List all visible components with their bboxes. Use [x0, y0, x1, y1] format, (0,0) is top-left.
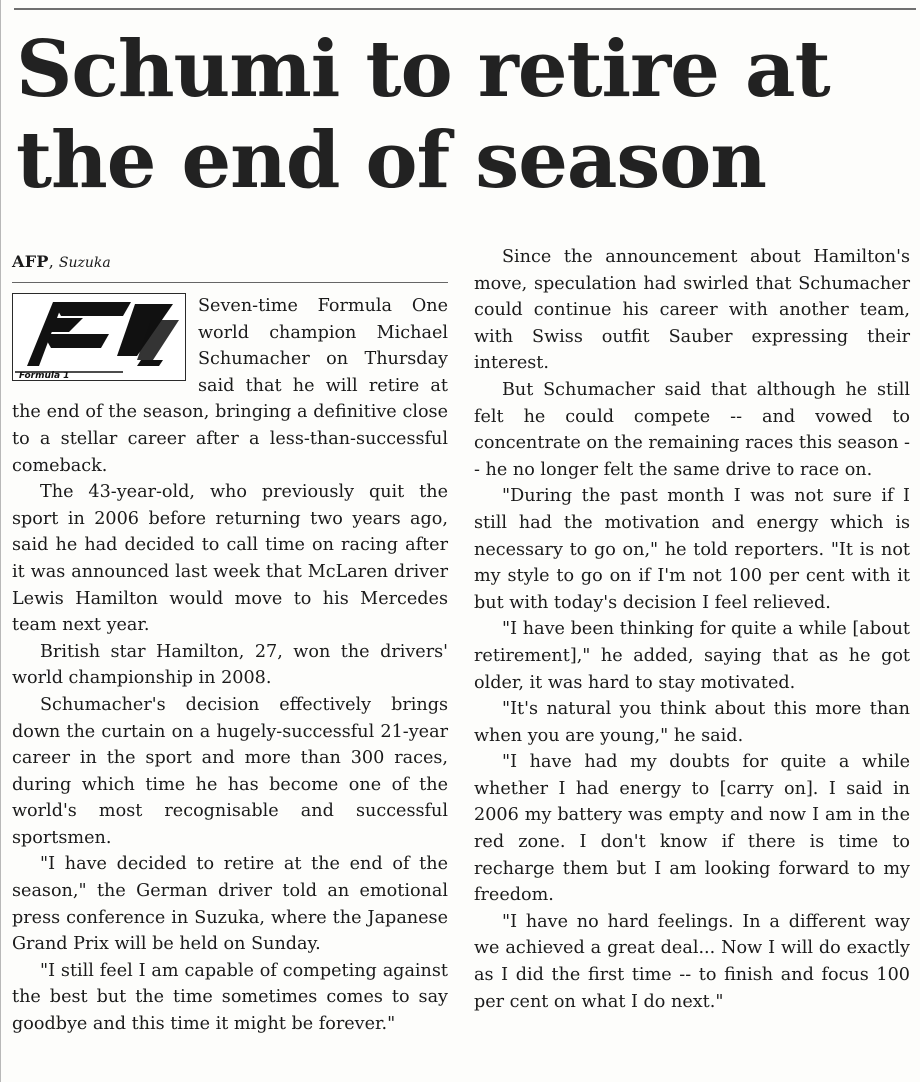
paragraph: "I have decided to retire at the end of the season," the German driver told an emotional press conference in Suzuka, where the Japanese Grand Prix will be held on Sunday. — [12, 854, 448, 955]
byline-agency: AFP — [12, 252, 49, 271]
paragraph: British star Hamilton, 27, won the drivers' world championship in 2008. — [12, 641, 448, 689]
paragraph: "I have been thinking for quite a while [about retirement]," he added, saying that as he got older, it was hard to stay motivated. — [474, 619, 910, 693]
paragraph: But Schumacher said that although he still felt he could compete -- and vowed to concentrate on the remaining races this season -- he no longer felt the same drive to race on. — [474, 379, 910, 480]
paragraph: Since the announcement about Hamilton's move, speculation had swirled that Schumacher could continue his career with another team, with Swiss outfit Sauber expressing their interest. — [474, 247, 910, 374]
byline-place: Suzuka — [58, 255, 111, 271]
logo-caption: Formula 1 — [19, 371, 70, 380]
headline-line-2: the end of season — [16, 115, 767, 206]
paragraph: "It's natural you think about this more than when you are young," he said. — [474, 699, 910, 746]
f1-logo-icon — [13, 294, 185, 380]
paragraph: "During the past month I was not sure if I still had the motivation and energy which is necessary to go on," he told reporters. "It is not my style to go on if I'm not 100 per cent with it but with today's decision I feel relieved. — [474, 486, 910, 613]
paragraph: The 43-year-old, who previously quit the sport in 2006 before returning two years ago, said he had decided to call time on racing after it was announced last week that McLaren driver Lewis Hamilton would move to his Mercedes team next year. — [12, 482, 448, 636]
paragraph: "I have no hard feelings. In a different way we achieved a great deal... Now I will do exactly as I did the first time -- to finish and focus 100 per cent on what I do next." — [474, 911, 910, 1012]
byline-divider — [12, 282, 448, 283]
page-border — [0, 0, 1, 1082]
column-left — [12, 250, 448, 1038]
column-right — [474, 244, 910, 1015]
paragraph: "I still feel I am capable of competing against the best but the time sometimes comes to say goodbye and this time it might be forever." — [12, 960, 448, 1035]
byline: AFP, Suzuka — [12, 252, 111, 271]
top-rule — [14, 8, 916, 10]
formula-1-logo — [12, 293, 186, 381]
headline-line-1: Schumi to retire at — [16, 24, 830, 115]
paragraph: Seven-time Formula One world champion Michael Schumacher on Thursday said that he will retire at the end of the season, bringing a definitive close to a stellar career after a less-than-successful comeback. — [12, 296, 448, 476]
paragraph: Schumacher's decision effectively brings down the curtain on a hugely-successful 21-year career in the sport and more than 300 races, during which time he has become one of the world's most recognisable and successful sportsmen. — [12, 694, 448, 848]
headline — [16, 24, 906, 206]
paragraph: "I have had my doubts for quite a while whether I had energy to [carry on]. I said in 2006 my battery was empty and now I am in the red zone. I don't know if there is time to recharge them but I am looking forward to my freedom. — [474, 752, 910, 906]
